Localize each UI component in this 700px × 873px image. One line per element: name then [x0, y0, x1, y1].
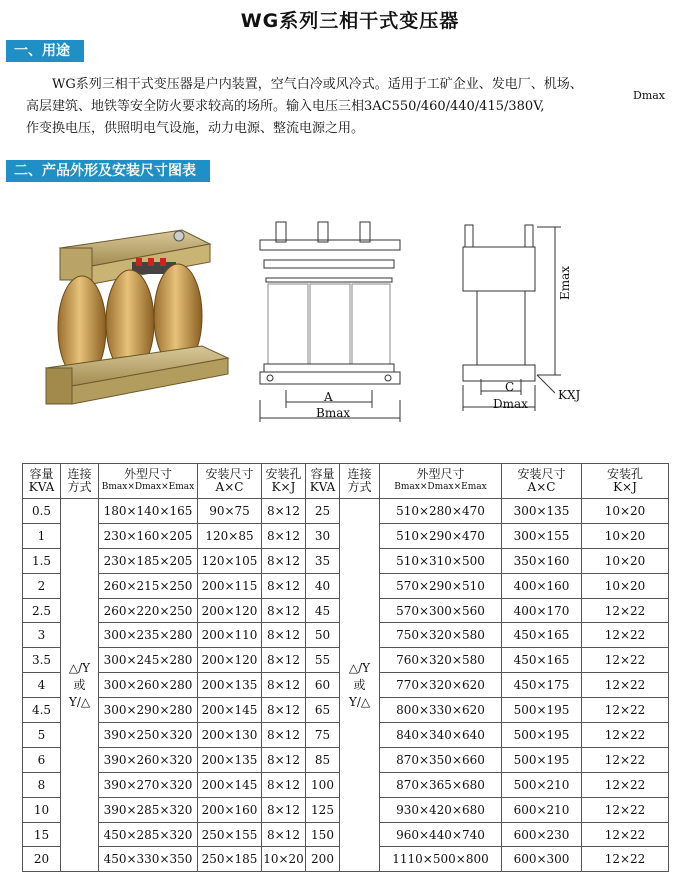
table-cell: 3 — [23, 623, 61, 648]
table-cell: 8×12 — [262, 548, 306, 573]
table-cell: 390×270×320 — [99, 772, 198, 797]
table-cell: 65 — [306, 698, 340, 723]
table-cell: 125 — [306, 797, 340, 822]
connection-method-cell — [61, 499, 99, 872]
usage-line-2: 高层建筑、地铁等安全防火要求较高的场所。输入电压三相3AC550/460/440/415/380V, — [26, 99, 545, 114]
table-cell: 40 — [306, 573, 340, 598]
column-header-line1: 安装孔 — [265, 467, 302, 481]
table-cell: 12×22 — [582, 822, 669, 847]
table-cell: 85 — [306, 747, 340, 772]
table-cell: 570×290×510 — [380, 573, 502, 598]
table-cell: 450×330×350 — [99, 847, 198, 872]
table-cell: 1 — [23, 523, 61, 548]
usage-line-1: WG系列三相干式变压器是户内装置，空气白冷或风冷式。适用于工矿企业、发电厂、机场、 — [52, 77, 583, 92]
table-cell: 25 — [306, 499, 340, 524]
connection-method-text: Y/△ — [68, 694, 91, 709]
table-cell: 600×300 — [502, 847, 582, 872]
column-header-line2: 方式 — [347, 480, 372, 494]
table-cell: 870×350×660 — [380, 747, 502, 772]
table-cell: 200×160 — [198, 797, 262, 822]
table-cell: 90×75 — [198, 499, 262, 524]
table-cell: 750×320×580 — [380, 623, 502, 648]
table-cell: 12×22 — [582, 772, 669, 797]
table-cell: 930×420×680 — [380, 797, 502, 822]
table-cell: 500×195 — [502, 747, 582, 772]
table-cell: 2.5 — [23, 598, 61, 623]
table-cell: 510×290×470 — [380, 523, 502, 548]
table-cell: 8×12 — [262, 822, 306, 847]
table-cell: 870×365×680 — [380, 772, 502, 797]
table-cell: 960×440×740 — [380, 822, 502, 847]
table-cell: 570×300×560 — [380, 598, 502, 623]
column-header — [61, 464, 99, 499]
table-cell: 8×12 — [262, 573, 306, 598]
table-cell: 8×12 — [262, 747, 306, 772]
dim-label-emax: Emax — [558, 265, 572, 300]
table-cell: 450×165 — [502, 623, 582, 648]
column-header-line1: 安装孔 — [606, 467, 643, 481]
table-cell: 200×135 — [198, 673, 262, 698]
table-cell: 12×22 — [582, 847, 669, 872]
column-header-line2: Bmax×Dmax×Emax — [394, 482, 487, 492]
table-cell: 12×22 — [582, 598, 669, 623]
table-cell: 120×105 — [198, 548, 262, 573]
table-cell: 12×22 — [582, 747, 669, 772]
table-cell: 840×340×640 — [380, 723, 502, 748]
column-header — [380, 464, 502, 499]
table-cell: 200×145 — [198, 698, 262, 723]
table-cell: 800×330×620 — [380, 698, 502, 723]
table-cell: 260×220×250 — [99, 598, 198, 623]
table-cell: 10×20 — [262, 847, 306, 872]
table-cell: 500×210 — [502, 772, 582, 797]
connection-method-text: △/Y — [348, 660, 371, 675]
table-cell: 6 — [23, 747, 61, 772]
table-cell: 8×12 — [262, 772, 306, 797]
table-cell: 10×20 — [582, 573, 669, 598]
column-header — [582, 464, 669, 499]
table-cell: 4.5 — [23, 698, 61, 723]
table-cell: 350×160 — [502, 548, 582, 573]
table-cell: 500×195 — [502, 723, 582, 748]
table-cell: 450×175 — [502, 673, 582, 698]
column-header — [99, 464, 198, 499]
connection-method-text: Y/△ — [348, 694, 371, 709]
table-cell: 390×260×320 — [99, 747, 198, 772]
table-cell: 12×22 — [582, 723, 669, 748]
column-header-line2: A×C — [215, 480, 244, 494]
table-cell: 3.5 — [23, 648, 61, 673]
table-cell: 390×285×320 — [99, 797, 198, 822]
table-cell: 12×22 — [582, 698, 669, 723]
column-header-line2: A×C — [527, 480, 556, 494]
table-cell: 10×20 — [582, 523, 669, 548]
table-cell: 200 — [306, 847, 340, 872]
table-cell: 150 — [306, 822, 340, 847]
table-cell: 200×145 — [198, 772, 262, 797]
table-cell: 8×12 — [262, 623, 306, 648]
table-cell: 8×12 — [262, 598, 306, 623]
column-header-line1: 外型尺寸 — [123, 467, 172, 481]
column-header-line2: K×J — [613, 480, 637, 494]
table-cell: 300×290×280 — [99, 698, 198, 723]
section-heading-dimensions: 二、产品外形及安装尺寸图表 — [6, 160, 210, 182]
side-view-drawing — [455, 215, 590, 415]
table-cell: 200×115 — [198, 573, 262, 598]
table-cell: 230×160×205 — [99, 523, 198, 548]
transformer-photo — [32, 218, 232, 418]
table-cell: 600×210 — [502, 797, 582, 822]
table-cell: 230×185×205 — [99, 548, 198, 573]
table-cell: 450×285×320 — [99, 822, 198, 847]
column-header — [340, 464, 380, 499]
section-heading-usage: 一、用途 — [6, 40, 84, 62]
table-cell: 450×165 — [502, 648, 582, 673]
table-cell: 10 — [23, 797, 61, 822]
table-cell: 1.5 — [23, 548, 61, 573]
table-cell: 250×185 — [198, 847, 262, 872]
column-header — [262, 464, 306, 499]
column-header-line2: K×J — [271, 480, 296, 494]
table-cell: 8×12 — [262, 698, 306, 723]
spec-table-header — [23, 464, 669, 499]
table-cell: 600×230 — [502, 822, 582, 847]
table-cell: 260×215×250 — [99, 573, 198, 598]
table-cell: 300×135 — [502, 499, 582, 524]
column-header-line1: 连接 — [347, 467, 372, 481]
table-cell: 20 — [23, 847, 61, 872]
connection-method-text: △/Y — [68, 660, 91, 675]
table-cell: 400×170 — [502, 598, 582, 623]
table-cell: 8×12 — [262, 648, 306, 673]
table-cell: 2 — [23, 573, 61, 598]
table-cell: 15 — [23, 822, 61, 847]
table-cell: 250×155 — [198, 822, 262, 847]
table-cell: 55 — [306, 648, 340, 673]
table-cell: 770×320×620 — [380, 673, 502, 698]
usage-paragraph — [26, 74, 636, 140]
column-header — [198, 464, 262, 499]
usage-line-3: 作变换电压，供照明电气设施，动力电源、整流电源之用。 — [26, 121, 365, 136]
table-cell: 300×245×280 — [99, 648, 198, 673]
dim-label-bmax: Bmax — [316, 406, 351, 420]
table-cell: 300×260×280 — [99, 673, 198, 698]
column-header — [502, 464, 582, 499]
table-cell: 120×85 — [198, 523, 262, 548]
table-cell: 8×12 — [262, 723, 306, 748]
column-header-line1: 容量 — [310, 467, 335, 481]
table-cell: 1110×500×800 — [380, 847, 502, 872]
table-cell: 100 — [306, 772, 340, 797]
connection-method-text: 或 — [73, 677, 86, 692]
dim-label-dmax: Dmax — [493, 397, 528, 411]
table-cell: 12×22 — [582, 623, 669, 648]
connection-method-cell — [340, 499, 380, 872]
dim-label-a: A — [324, 390, 333, 404]
table-cell: 75 — [306, 723, 340, 748]
page-title: WG系列三相干式变压器 — [240, 10, 460, 32]
column-header-line2: KVA — [28, 480, 55, 494]
table-cell: 50 — [306, 623, 340, 648]
table-cell: 45 — [306, 598, 340, 623]
table-cell: 4 — [23, 673, 61, 698]
dim-label-c: C — [505, 380, 515, 394]
table-cell: 180×140×165 — [99, 499, 198, 524]
table-cell: 12×22 — [582, 648, 669, 673]
dim-label-kxj: KXJ — [558, 388, 581, 402]
table-cell: 10×20 — [582, 499, 669, 524]
table-cell: 500×195 — [502, 698, 582, 723]
table-cell: 760×320×580 — [380, 648, 502, 673]
table-cell: 5 — [23, 723, 61, 748]
column-header — [23, 464, 61, 499]
column-header-line1: 连接 — [67, 467, 92, 481]
table-cell: 200×120 — [198, 598, 262, 623]
table-cell: 8×12 — [262, 797, 306, 822]
table-cell: 8×12 — [262, 499, 306, 524]
table-cell: 12×22 — [582, 673, 669, 698]
table-cell: 200×130 — [198, 723, 262, 748]
table-cell: 400×160 — [502, 573, 582, 598]
column-header-line2: Bmax×Dmax×Emax — [101, 482, 195, 492]
table-cell: 35 — [306, 548, 340, 573]
table-row — [23, 499, 669, 524]
table-cell: 200×135 — [198, 747, 262, 772]
table-cell: 8 — [23, 772, 61, 797]
table-cell: 30 — [306, 523, 340, 548]
spec-table — [22, 463, 669, 872]
column-header-line2: 方式 — [67, 480, 92, 494]
table-cell: 300×155 — [502, 523, 582, 548]
table-cell: 510×280×470 — [380, 499, 502, 524]
stray-dmax-label: Dmax — [633, 89, 666, 102]
table-cell: 300×235×280 — [99, 623, 198, 648]
table-cell: 60 — [306, 673, 340, 698]
table-cell: 8×12 — [262, 673, 306, 698]
table-cell: 8×12 — [262, 523, 306, 548]
table-cell: 390×250×320 — [99, 723, 198, 748]
column-header-line2: KVA — [309, 480, 336, 494]
column-header-line1: 容量 — [29, 467, 54, 481]
table-cell: 200×120 — [198, 648, 262, 673]
column-header-line1: 安装尺寸 — [517, 467, 566, 481]
column-header-line1: 外型尺寸 — [416, 467, 465, 481]
connection-method-text: 或 — [353, 677, 366, 692]
table-cell: 200×110 — [198, 623, 262, 648]
table-cell: 10×20 — [582, 548, 669, 573]
table-cell: 0.5 — [23, 499, 61, 524]
column-header — [306, 464, 340, 499]
table-cell: 510×310×500 — [380, 548, 502, 573]
column-header-line1: 安装尺寸 — [205, 467, 254, 481]
table-cell: 12×22 — [582, 797, 669, 822]
